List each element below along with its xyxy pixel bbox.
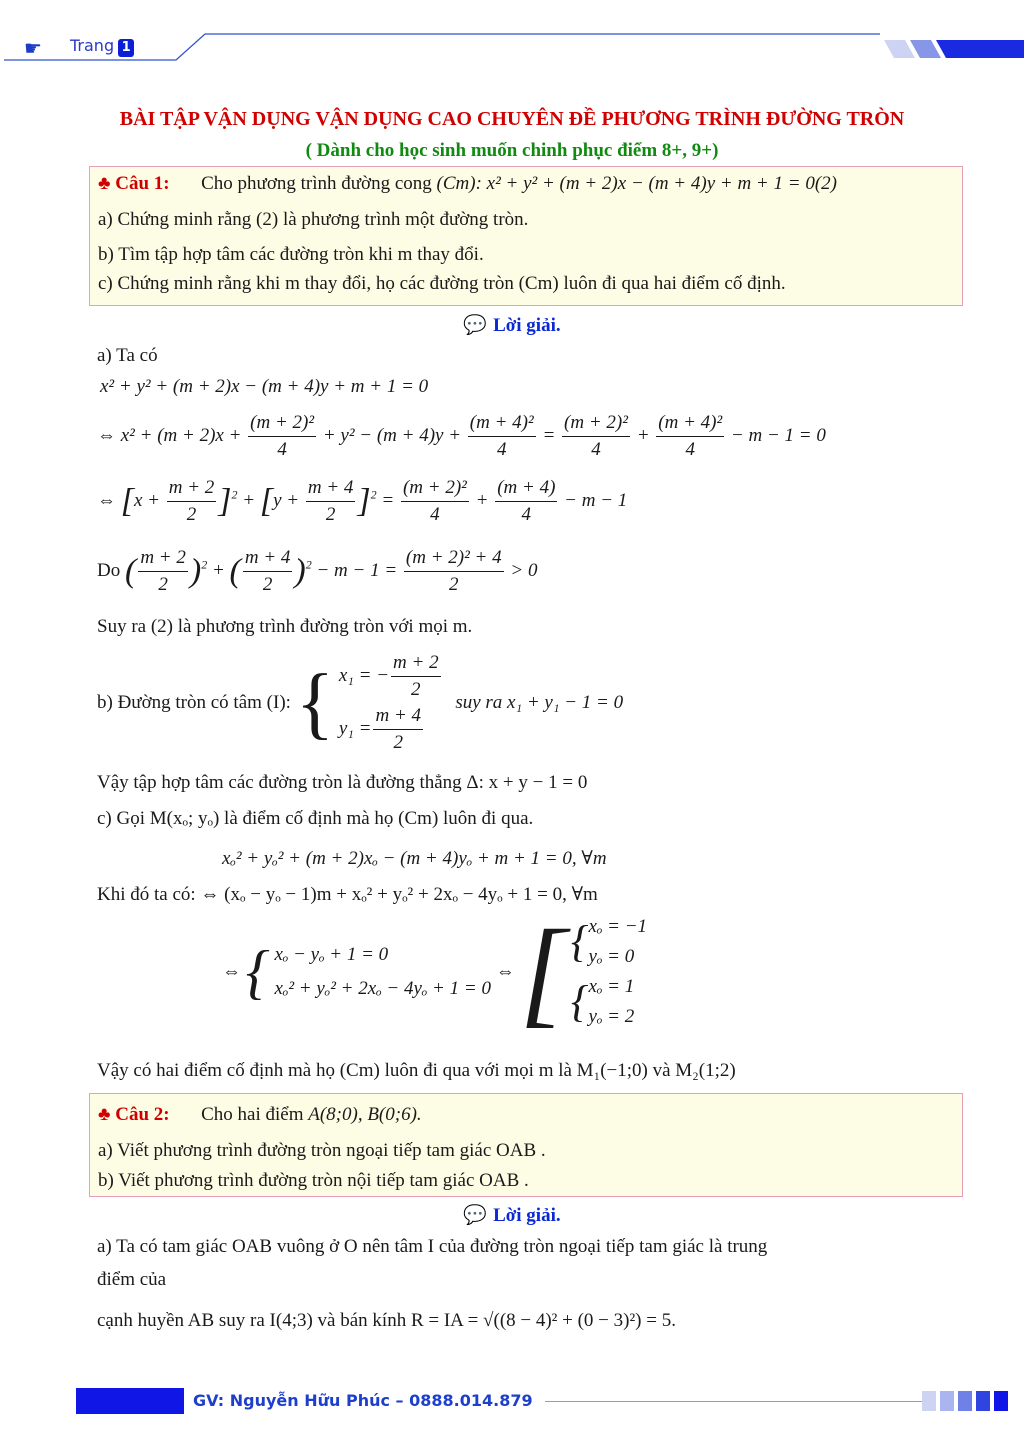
question-2-part-a: a) Viết phương trình đường tròn ngoại tiếp tam giác OAB . [98, 1140, 546, 1161]
center-system: x₁ = − $\frac{m + 2}{2}$ y₁ = $\frac{m + 4}{2}$ [338, 652, 439, 753]
question-2-line [98, 1104, 422, 1126]
chat-bubble-icon: 💬 [463, 1205, 488, 1226]
fraction: $\frac{m + 2}{2}$ [168, 477, 215, 525]
fraction: $\frac{m + 4}{2}$ [307, 477, 354, 525]
fraction: $\frac{\text{(m + 2)²}}{4}$ [250, 412, 315, 460]
sol1-part-b: b) Đường tròn có tâm (I): { x₁ = − $\frac{m + 2}{2}$ y₁ = $\frac{m + 4}{2}$ suy ra x₁ + y₁ − 1 = 0 [97, 650, 623, 756]
fraction: $\frac{\text{(m + 4)²}}{4}$ [469, 412, 534, 460]
sol1-vay1: Vậy tập hợp tâm các đường tròn là đường thẳng Δ: x + y − 1 = 0 [97, 772, 588, 793]
sol1-do-line: Do ( $\frac{m + 2}{2}$ )$^2$ + ( $\frac{m + 4}{2}$ )$^2$ − m − 1 = $\frac{\text{(m + 2)² + 4}}{2}$ > 0 [97, 545, 537, 598]
club-icon: ♣ [98, 1104, 111, 1125]
footer-rule [545, 1401, 925, 1402]
question-1-line [98, 173, 837, 195]
footer-author: GV: Nguyễn Hữu Phúc – 0888.014.879 [193, 1391, 533, 1410]
sol1-suyra: Suy ra (2) là phương trình đường tròn với mọi m. [97, 616, 473, 637]
fraction: $\frac{\text{(m + 2)²}}{4}$ [564, 412, 628, 460]
chat-bubble-icon: 💬 [463, 315, 488, 336]
page-label: Trang 1 [70, 36, 134, 57]
fraction: $\frac{\text{(m + 4)²}}{4}$ [658, 412, 723, 460]
footer-bar [76, 1388, 184, 1414]
question-1-equation: (Cm): x² + y² + (m + 2)x − (m + 4)y + m + 1 = 0(2) [436, 173, 837, 194]
page-number: 1 [118, 39, 134, 57]
fraction: $\frac{\text{(m + 2)² + 4}}{2}$ [405, 547, 502, 595]
solution-heading-1: 💬 Lời giải. [463, 315, 561, 336]
sol1-vay2: Vậy có hai điểm cố định mà họ (Cm) luôn đi qua với mọi m là M₁(−1;0) và M₂(1;2) [97, 1060, 736, 1081]
question-2-label: Câu 2: [115, 1104, 170, 1125]
question-1-intro: Cho phương trình đường cong [201, 173, 432, 194]
header-hand-icon: ☛ [24, 38, 42, 60]
fraction: $\frac{(m + 4)}{4}$ [497, 477, 556, 525]
question-1-part-c: c) Chứng minh rằng khi m thay đổi, họ các đường tròn (Cm) luôn đi qua hai điểm cố định. [98, 273, 786, 294]
sol1-systems: ⇔ { xₒ − yₒ + 1 = 0 xₒ² + yₒ² + 2xₒ − 4yₒ + 1 = 0 ⇔ [ { xₒ = −1 yₒ = 0 { xₒ = 1 yₒ = 2 [222, 905, 648, 1038]
question-2-part-b: b) Viết phương trình đường tròn nội tiếp tam giác OAB . [98, 1170, 529, 1191]
sol2-line-3: cạnh huyền AB suy ra I(4;3) và bán kính R = IA = √((8 − 4)² + (0 − 3)²) = 5. [97, 1310, 676, 1331]
question-1-part-b: b) Tìm tập hợp tâm các đường tròn khi m thay đổi. [98, 244, 484, 265]
sol2-line-2: điểm của [97, 1269, 167, 1290]
footer-blocks [922, 1389, 1012, 1413]
question-1-box [89, 166, 963, 306]
question-2-box [89, 1093, 963, 1197]
sol2-line-1: a) Ta có tam giác OAB vuông ở O nên tâm I của đường tròn ngoại tiếp tam giác là trung [97, 1236, 768, 1257]
document-subtitle: ( Dành cho học sinh muốn chinh phục điểm 8+, 9+) [305, 140, 719, 161]
sol1-eq1: x² + y² + (m + 2)x − (m + 4)y + m + 1 = 0 [100, 376, 429, 397]
fraction: $\frac{m + 4}{2}$ [244, 547, 291, 595]
header-rule [0, 30, 1024, 64]
question-1-part-a: a) Chứng minh rằng (2) là phương trình một đường tròn. [98, 209, 529, 230]
sol1-c-eq: xₒ² + yₒ² + (m + 2)xₒ − (m + 4)yₒ + m + 1 = 0, ∀m [222, 848, 607, 869]
question-1-label: Câu 1: [115, 173, 170, 194]
sol1-eq3: ⇔ [x + $\frac{m + 2}{2}$ ]$^2$ + [y + $\frac{m + 4}{2}$ ]$^2$ = $\frac{\text{(m + 2)²}}{4}$ + $\frac{(m + 4)}{4}$ − m − 1 [97, 475, 627, 528]
club-icon: ♣ [98, 173, 111, 194]
sol1-eq2: ⇔ x² + (m + 2)x + $\frac{\text{(m + 2)²}}{4}$ + y² − (m + 4)y + $\frac{\text{(m + 4)²}}{4}$ = $\frac{\text{(m + 2)²}}{4}$ + $\frac{\text{(m + 4)²}}{4}$ − m − 1 = 0 [97, 410, 826, 463]
question-2-intro: Cho hai điểm [201, 1104, 304, 1125]
fraction: $\frac{\text{(m + 2)²}}{4}$ [402, 477, 467, 525]
document-title: BÀI TẬP VẬN DỤNG VẬN DỤNG CAO CHUYÊN ĐỀ PHƯƠNG TRÌNH ĐƯỜNG TRÒN [119, 108, 905, 130]
sol1-intro: a) Ta có [97, 345, 158, 366]
fraction: $\frac{m + 2}{2}$ [140, 547, 186, 595]
sol1-part-c: c) Gọi M(xₒ; yₒ) là điểm cố định mà họ (Cm) luôn đi qua. [97, 808, 534, 829]
solution-heading-2: 💬 Lời giải. [463, 1205, 561, 1226]
question-2-points: A(8;0), B(0;6). [308, 1104, 422, 1125]
sol1-khido: Khi đó ta có: ⇔ (xₒ − yₒ − 1)m + xₒ² + yₒ² + 2xₒ − 4yₒ + 1 = 0, ∀m [97, 884, 598, 905]
